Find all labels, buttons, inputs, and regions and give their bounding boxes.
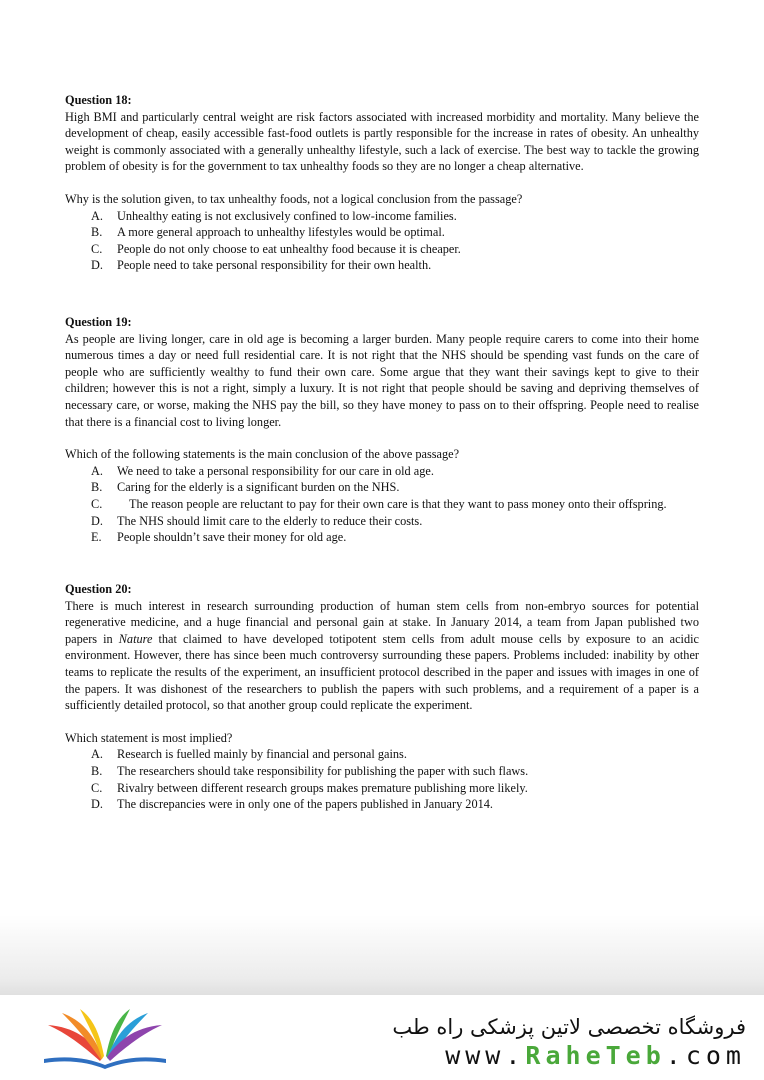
option-text: Unhealthy eating is not exclusively confined to low-income families.: [117, 208, 457, 223]
question-19: [65, 314, 699, 546]
option-letter: C.: [91, 780, 103, 795]
option-text: People do not only choose to eat unhealthy food because it is cheaper.: [117, 241, 461, 256]
question-prompt: Why is the solution given, to tax unhealthy foods, not a logical conclusion from the passage?: [65, 191, 523, 206]
answer-option-e: [65, 529, 699, 546]
option-letter: B.: [91, 225, 103, 240]
option-letter: D.: [91, 797, 103, 812]
question-20: [65, 581, 699, 813]
answer-options: [65, 463, 699, 546]
answer-option-a: [65, 208, 699, 225]
answer-option-d: [65, 513, 699, 530]
answer-option-b: [65, 224, 699, 241]
footer-shadow: [0, 915, 764, 1000]
option-text: Rivalry between different research groups makes premature publishing more likely.: [117, 780, 528, 795]
url-suffix: .com: [665, 1041, 746, 1070]
passage-text: There is much interest in research surrounding production of human stem cells from non-embryo sources for potential regenerative medicine, and a huge financial and personal gain at stake. In January 2014, a team from Japan published two papers in: [65, 598, 699, 646]
answer-option-b: [65, 763, 699, 780]
question-passage: As people are living longer, care in old age is becoming a larger burden. Many people require carers to come into their home numerous times a day or need full residential care. It is not right that the NHS should be spending vast funds on the care of people who are sufficiently wealthy to fund their own care. Some argue that they want their savings kept to give to their children; however this is not a right, simply a luxury. It is not right that people should be saving and depriving themselves of necessary care, or worse, making the NHS pay the bill, so they have money to pass on to their offspring. People need to realise that there is a financial cost to living longer.: [65, 331, 699, 429]
answer-option-d: [65, 257, 699, 274]
brand-url: [445, 1041, 746, 1070]
brand-name-persian: فروشگاه تخصصی لاتین پزشکی راه طب: [392, 1015, 746, 1039]
question-passage: High BMI and particularly central weight are risk factors associated with increased morbidity and mortality. Many believe the development of cheap, easily accessible fast-food outlets is partly responsible for the increase in rates of obesity. An unhealthy weight is commonly associated with a generally unhealthy lifestyle, such a lack of exercise. The best way to tackle the growing problem of obesity is for the government to tax unhealthy foods so they are no longer a cheap alternative.: [65, 109, 699, 174]
option-letter: E.: [91, 530, 102, 545]
question-passage: [65, 598, 699, 714]
answer-option-a: [65, 746, 699, 763]
answer-option-c: [65, 241, 699, 258]
option-text: Research is fuelled mainly by financial and personal gains.: [117, 747, 407, 762]
option-letter: A.: [91, 463, 103, 478]
answer-option-d: [65, 796, 699, 813]
open-book-rainbow-logo-icon: [40, 1007, 170, 1069]
option-text: We need to take a personal responsibility for our care in old age.: [117, 463, 434, 478]
option-letter: A.: [91, 747, 103, 762]
option-text: A more general approach to unhealthy lifestyles would be optimal.: [117, 225, 445, 240]
option-text: The researchers should take responsibility for publishing the paper with such flaws.: [117, 763, 529, 778]
publisher-footer: [0, 995, 764, 1080]
option-letter: B.: [91, 763, 103, 778]
option-text: The NHS should limit care to the elderly to reduce their costs.: [117, 513, 423, 528]
option-letter: C.: [91, 241, 103, 256]
answer-option-c: [65, 780, 699, 797]
option-letter: B.: [91, 480, 103, 495]
question-prompt: Which of the following statements is the main conclusion of the above passage?: [65, 447, 460, 462]
answer-options: [65, 208, 699, 274]
answer-option-a: [65, 463, 699, 480]
passage-text: that claimed to have developed totipotent stem cells from adult mouse cells by exposure to an acidic environment. However, there has since been much controversy surrounding these papers. Problems included: inability by other teams to replicate the results of the experiment, an insufficient protocol described in the paper and issues with images in one of the papers. It was dishonest of the researchers to publish the papers with such problems, and a requirement of a paper is a sufficiently detailed protocol, so that another group could replicate the experiment.: [65, 631, 699, 713]
answer-option-c: [65, 496, 699, 513]
option-text: Caring for the elderly is a significant burden on the NHS.: [117, 480, 400, 495]
question-title: Question 18:: [65, 93, 132, 107]
option-text: The discrepancies were in only one of the papers published in January 2014.: [117, 797, 493, 812]
option-text: People shouldn’t save their money for old age.: [117, 530, 347, 545]
option-letter: A.: [91, 208, 103, 223]
option-text: The reason people are reluctant to pay for their own care is that they want to pass money onto their offspring.: [129, 496, 667, 511]
option-text: People need to take personal responsibility for their own health.: [117, 258, 432, 273]
question-18: [65, 92, 699, 274]
option-letter: D.: [91, 258, 103, 273]
question-title: Question 20:: [65, 582, 132, 596]
question-title: Question 19:: [65, 315, 132, 329]
option-letter: C.: [91, 496, 103, 511]
journal-name: Nature: [118, 631, 153, 646]
url-prefix: www.: [445, 1041, 526, 1070]
answer-options: [65, 746, 699, 812]
answer-option-b: [65, 479, 699, 496]
url-brand: RaheTeb: [525, 1041, 666, 1070]
option-letter: D.: [91, 513, 103, 528]
question-prompt: Which statement is most implied?: [65, 730, 233, 745]
